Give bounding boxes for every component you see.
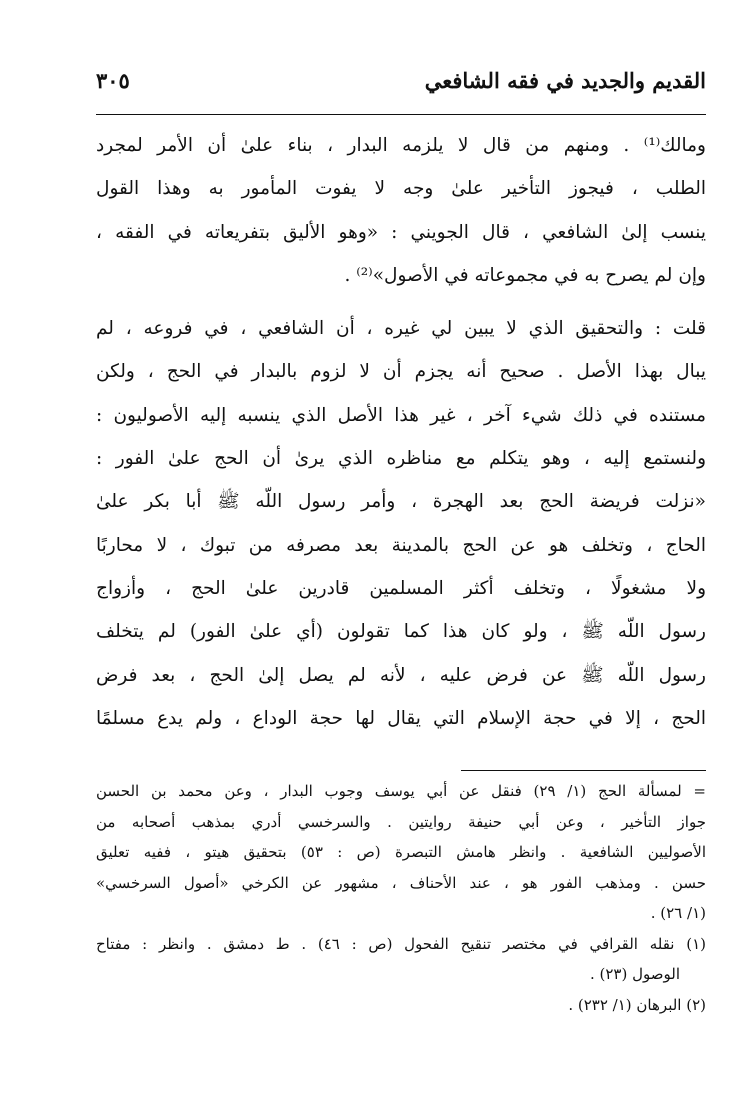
- page-number: ٣٠٥: [96, 68, 130, 93]
- text-line: الحج ، إلا في حجة الإسلام التي يقال لها حجة الوداع ، ولم يدع مسلمًا: [96, 707, 706, 729]
- text-line: ولا مشغولًا ، وتخلف أكثر المسلمين قادرين علىٰ الحج ، وأزواج: [96, 577, 706, 599]
- footnote-rule: [461, 770, 706, 771]
- footnote-line: (١/ ٢٦) .: [650, 904, 706, 922]
- text-line: «نزلت فريضة الحج بعد الهجرة ، وأمر رسول اللّه ﷺ أبا بكر علىٰ: [96, 491, 706, 513]
- footnote-continued: [96, 776, 706, 929]
- text-line: ولنستمع إليه ، وهو يتكلم مع مناظره الذي يرىٰ أن الحج علىٰ الفور :: [96, 448, 706, 470]
- footnote-line: الوصول (٢٣) .: [589, 965, 680, 983]
- footnote-line: الأصوليين الشافعية . وانظر هامش التبصرة (ص : ٥٣) بتحقيق هيتو ، ففيه تعليق: [96, 843, 706, 861]
- text-line: الحاج ، وتخلف هو عن الحج بالمدينة بعد مصرفه من تبوك ، لا محاربًا: [96, 534, 706, 556]
- footnote-1: [96, 929, 706, 990]
- text-line: وإن لم يصرح به في مجموعاته في الأصول»⁽²⁾ .: [344, 264, 706, 286]
- text-line: رسول اللّه ﷺ عن فرض عليه ، لأنه لم يصل إلىٰ الحج ، بعد فرض: [96, 664, 706, 686]
- footnote-line: جواز التأخير ، وعن أبي حنيفة روايتين . والسرخسي أدري بمذهب أصحابه من: [96, 812, 706, 831]
- text-line: ومالك⁽¹⁾ . ومنهم من قال لا يلزمه البدار ، بناء علىٰ أن الأمر لمجرد: [96, 135, 706, 156]
- paragraph-1: [96, 124, 706, 297]
- footnote-line: حسن . ومذهب الفور هو ، عند الأحناف ، مشهور عن الكرخي «أصول السرخسي»: [96, 873, 706, 892]
- footnote-2: [96, 990, 706, 1021]
- running-header: [96, 64, 706, 104]
- text-line: قلت : والتحقيق الذي لا يبين لي غيره ، أن الشافعي ، في فروعه ، لم: [96, 318, 706, 340]
- footnote-line: = لمسألة الحج (١/ ٢٩) فنقل عن أبي يوسف وجوب البدار ، وعن محمد بن الحسن: [96, 782, 706, 800]
- text-line: يبال بهذا الأصل . صحيح أنه يجزم أن لا لزوم بالبدار في الحج ، ولكن: [96, 361, 706, 383]
- paragraph-2: [96, 307, 706, 740]
- footnote-line: (٢) البرهان (١/ ٢٣٢) .: [568, 995, 706, 1014]
- header-rule: [96, 114, 706, 115]
- text-line: رسول اللّه ﷺ ، ولو كان هذا كما تقولون (أي علىٰ الفور) لم يتخلف: [96, 621, 706, 643]
- footnotes: [96, 776, 706, 1020]
- text-line: مستنده في ذلك شيء آخر ، غير هذا الأصل الذي ينسبه إليه الأصوليون :: [96, 404, 706, 426]
- text-line: الطلب ، فيجوز التأخير علىٰ وجه لا يفوت المأمور به وهذا القول: [96, 178, 706, 200]
- text-line: ينسب إلىٰ الشافعي ، قال الجويني : «وهو الأليق بتفريعاته في الفقه ،: [96, 221, 706, 243]
- running-title: القديم والجديد في فقه الشافعي: [424, 68, 706, 93]
- footnote-line: (١) نقله القرافي في مختصر تنقيح الفحول (ص : ٤٦) . ط دمشق . وانظر : مفتاح: [96, 934, 706, 953]
- main-text: [96, 124, 706, 740]
